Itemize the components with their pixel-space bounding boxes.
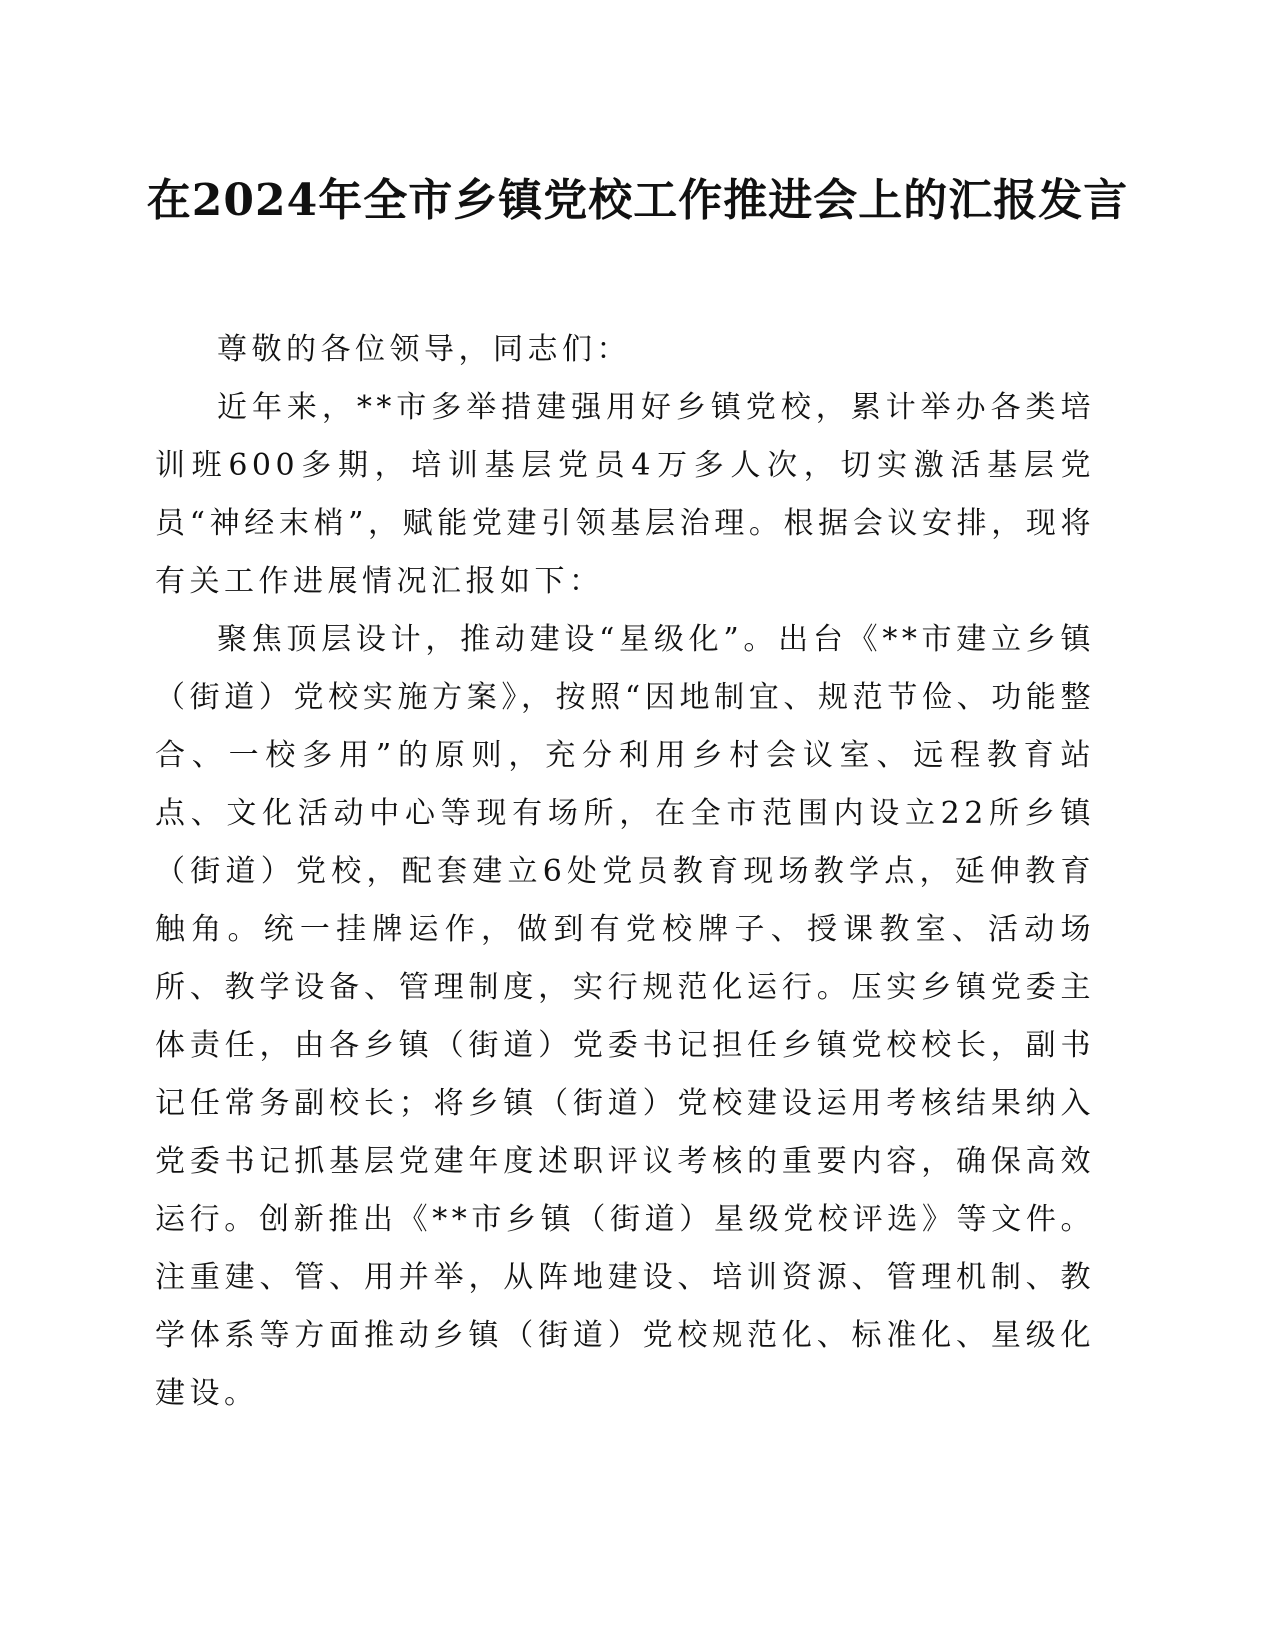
document-body: [155, 321, 1095, 1423]
salutation-paragraph: 尊敬的各位领导，同志们：: [217, 332, 631, 367]
document-title: 在2024年全市乡镇党校工作推进会上的汇报发言: [146, 175, 1129, 226]
intro-paragraph: 近年来，**市多举措建强用好乡镇党校，累计举办各类培训班600多期，培训基层党员4万多人次，切实激活基层党员“神经末梢”，赋能党建引领基层治理。根据会议安排，现将有关工作进展情况汇报如下：: [155, 390, 1095, 599]
body-paragraph: 聚焦顶层设计，推动建设“星级化”。出台《**市建立乡镇（街道）党校实施方案》，按照“因地制宜、规范节俭、功能整合、一校多用”的原则，充分利用乡村会议室、远程教育站点、文化活动中心等现有场所，在全市范围内设立22所乡镇（街道）党校，配套建立6处党员教育现场教学点，延伸教育触角。统一挂牌运作，做到有党校牌子、授课教室、活动场所、教学设备、管理制度，实行规范化运行。压实乡镇党委主体责任，由各乡镇（街道）党委书记担任乡镇党校校长，副书记任常务副校长；将乡镇（街道）党校建设运用考核结果纳入党委书记抓基层党建年度述职评议考核的重要内容，确保高效运行。创新推出《**市乡镇（街道）星级党校评选》等文件。注重建、管、用并举，从阵地建设、培训资源、管理机制、教学体系等方面推动乡镇（街道）党校规范化、标准化、星级化建设。: [155, 622, 1095, 1411]
